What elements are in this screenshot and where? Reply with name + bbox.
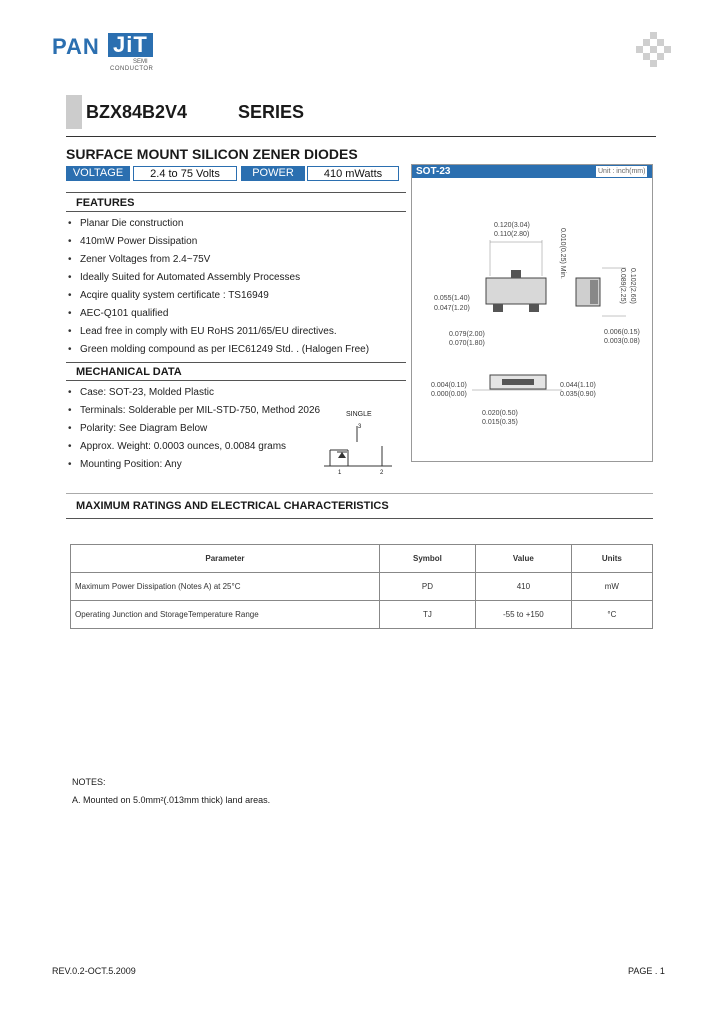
- part-number: BZX84B2V4: [86, 102, 188, 122]
- dim-label: 0.020(0.50): [482, 410, 518, 417]
- list-item: • Polarity: See Diagram Below: [68, 420, 408, 438]
- dim-label: 0.079(2.00): [449, 331, 485, 338]
- column-header: Parameter: [71, 545, 380, 573]
- dim-label: 0.006(0.15): [604, 329, 640, 336]
- dim-label: 0.089(2.25): [619, 268, 626, 304]
- features-list: [68, 215, 408, 359]
- dim-label: 0.070(1.80): [449, 340, 485, 347]
- logo-subtext-1: SEMI: [133, 59, 148, 65]
- list-item: • Lead free in comply with EU RoHS 2011/65/EU directives.: [68, 323, 408, 341]
- table-cell: Operating Junction and StorageTemperature Range: [71, 601, 380, 629]
- table-cell: PD: [379, 573, 475, 601]
- package-unit: Unit : inch(mm): [598, 168, 646, 175]
- dim-label: 0.015(0.35): [482, 419, 518, 426]
- power-label-badge: POWER: [241, 166, 305, 181]
- dim-label: 0.010(0.25) Min.: [559, 228, 566, 279]
- product-subtitle: SURFACE MOUNT SILICON ZENER DIODES: [66, 146, 358, 162]
- table-cell: 410: [475, 573, 571, 601]
- list-item: • Zener Voltages from 2.4~75V: [68, 251, 408, 269]
- list-item: • Acqire quality system certificate : TS16949: [68, 287, 408, 305]
- title-divider: [66, 136, 656, 137]
- list-item: • Terminals: Solderable per MIL-STD-750, Method 2026: [68, 402, 408, 420]
- table-cell: mW: [571, 573, 652, 601]
- dim-label: 0.003(0.08): [604, 338, 640, 345]
- table-cell: °C: [571, 601, 652, 629]
- decorative-squares-icon: [636, 32, 670, 66]
- sot23-drawing: [412, 180, 652, 460]
- table-row: [71, 601, 653, 629]
- table-cell: -55 to +150: [475, 601, 571, 629]
- title-accent-bar: [66, 95, 82, 129]
- voltage-label-badge: VOLTAGE: [66, 166, 130, 181]
- dim-label: 0.000(0.00): [431, 391, 467, 398]
- ratings-heading-line: [66, 518, 653, 519]
- features-heading: FEATURES: [76, 197, 135, 209]
- column-header: Value: [475, 545, 571, 573]
- series-label: SERIES: [238, 102, 305, 122]
- dim-label: 0.035(0.90): [560, 391, 596, 398]
- list-item: • Approx. Weight: 0.0003 ounces, 0.0084 grams: [68, 438, 408, 456]
- dim-label: 0.120(3.04): [494, 222, 530, 229]
- dim-label: 0.044(1.10): [560, 382, 596, 389]
- power-value-badge: 410 mWatts: [307, 166, 399, 181]
- pin-2-label: 2: [380, 470, 384, 476]
- note-a: A. Mounted on 5.0mm²(.013mm thick) land areas.: [72, 795, 271, 805]
- dim-label: 0.047(1.20): [434, 305, 470, 312]
- dim-label: 0.110(2.80): [494, 231, 530, 238]
- table-cell: TJ: [379, 601, 475, 629]
- list-item: • Mounting Position: Any: [68, 456, 408, 474]
- list-item: • Ideally Suited for Automated Assembly Processes: [68, 269, 408, 287]
- ratings-heading: MAXIMUM RATINGS AND ELECTRICAL CHARACTERISTICS: [76, 500, 389, 512]
- list-item: • 410mW Power Dissipation: [68, 233, 408, 251]
- pin-3-label: 3: [358, 424, 362, 430]
- notes-heading: NOTES:: [72, 777, 106, 787]
- page-number: PAGE . 1: [628, 966, 665, 976]
- table-row: [71, 573, 653, 601]
- ratings-table: [70, 544, 653, 629]
- pin-1-label: 1: [338, 470, 342, 476]
- dim-label: 0.004(0.10): [431, 382, 467, 389]
- revision-label: REV.0.2-OCT.5.2009: [52, 966, 136, 976]
- list-item: • Case: SOT-23, Molded Plastic: [68, 384, 408, 402]
- diode-symbol-icon: [338, 452, 346, 458]
- column-header: Units: [571, 545, 652, 573]
- table-header-row: [71, 545, 653, 573]
- column-header: Symbol: [379, 545, 475, 573]
- diagram-label: SINGLE: [346, 411, 372, 418]
- logo-text-left: PAN: [52, 34, 100, 59]
- voltage-value-badge: 2.4 to 75 Volts: [133, 166, 237, 181]
- logo-subtext-2: CONDUCTOR: [110, 66, 154, 72]
- mechanical-top-line: [66, 362, 406, 363]
- dim-label: 0.102(2.60): [629, 268, 636, 304]
- features-top-line: [66, 192, 406, 193]
- features-bottom-line: [66, 211, 406, 212]
- list-item: • Planar Die construction: [68, 215, 408, 233]
- list-item: • Green molding compound as per IEC61249 Std. . (Halogen Free): [68, 341, 408, 359]
- mechanical-bottom-line: [66, 380, 406, 381]
- logo-text-right: JiT: [108, 33, 153, 57]
- dim-label: 0.055(1.40): [434, 295, 470, 302]
- list-item: • AEC-Q101 qualified: [68, 305, 408, 323]
- package-title: SOT-23: [416, 166, 451, 177]
- table-cell: Maximum Power Dissipation (Notes A) at 25°C: [71, 573, 380, 601]
- mechanical-heading: MECHANICAL DATA: [76, 366, 182, 378]
